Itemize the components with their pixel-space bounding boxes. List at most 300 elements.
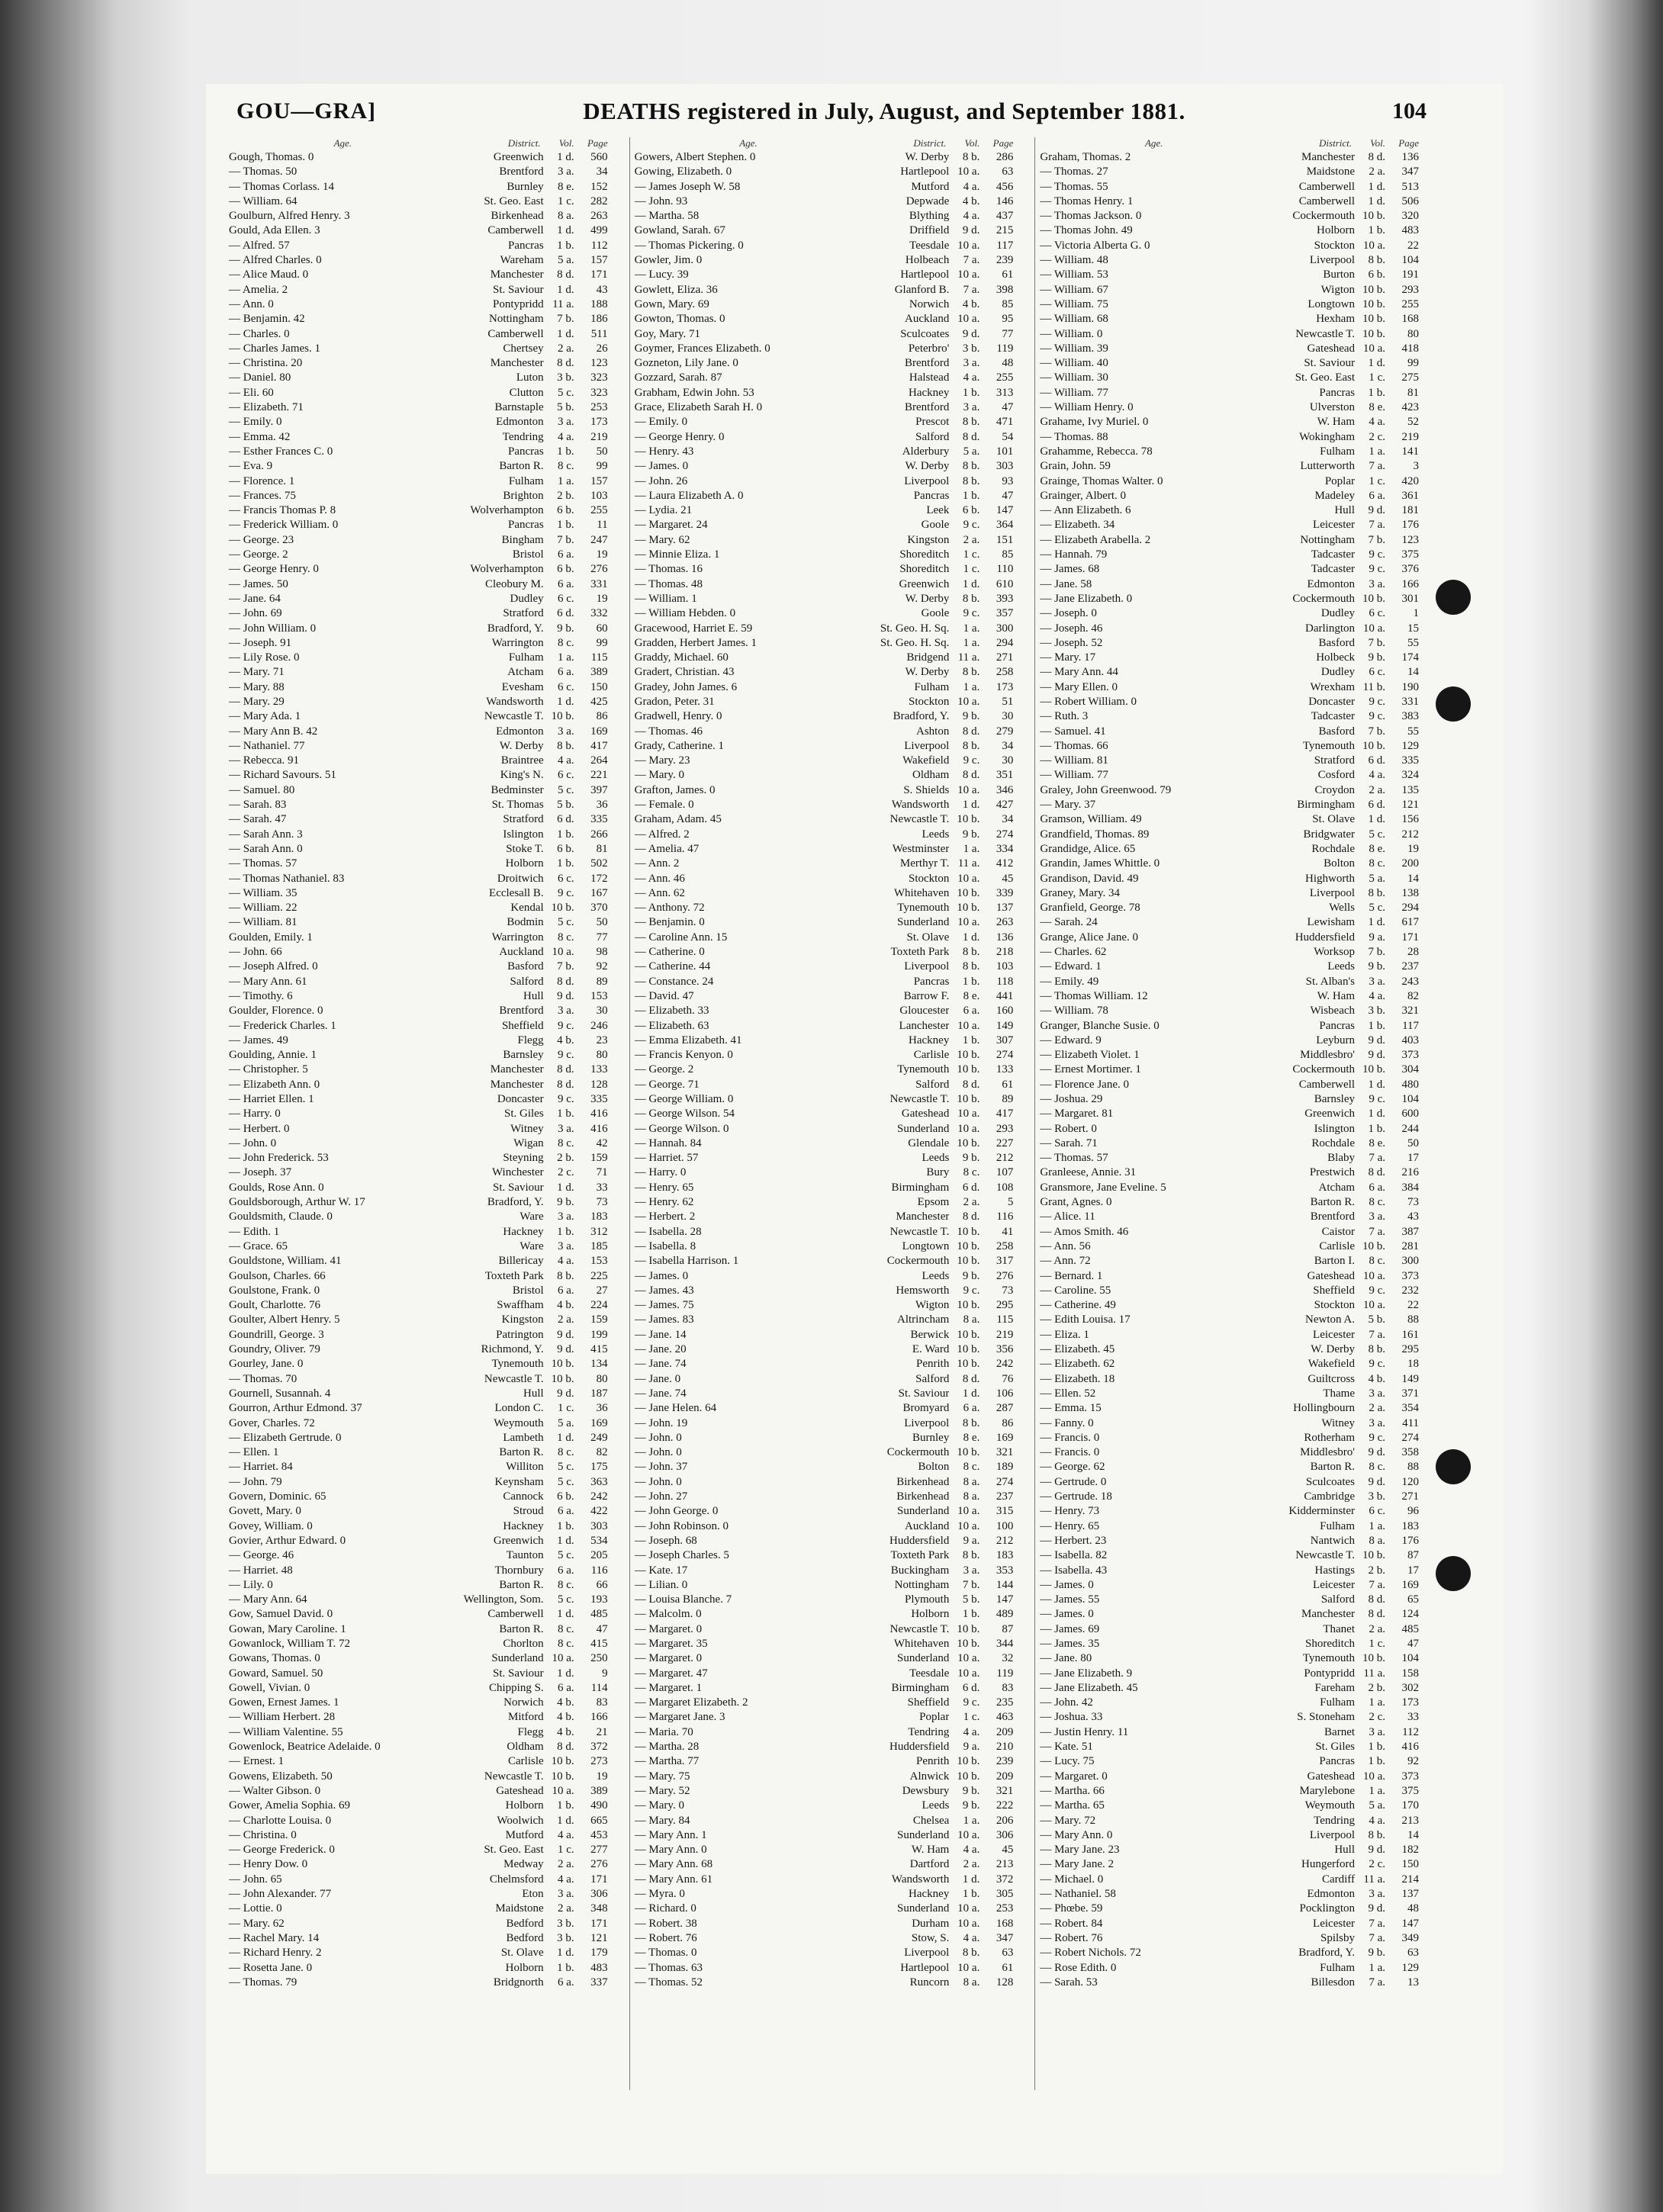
entry-page: 17 bbox=[1407, 1564, 1420, 1577]
register-entry bbox=[1040, 1976, 1419, 1991]
entry-district: Fulham bbox=[1320, 1961, 1356, 1974]
entry-page: 115 bbox=[590, 651, 608, 664]
register-entry bbox=[635, 1962, 1014, 1976]
entry-page: 51 bbox=[1002, 695, 1014, 708]
register-entry bbox=[1040, 637, 1419, 651]
entry-name: Grahamme, Rebecca. 78 bbox=[1040, 445, 1153, 458]
entry-name: — William. 68 bbox=[1040, 313, 1108, 326]
entry-page: 239 bbox=[996, 254, 1014, 267]
entry-page: 335 bbox=[1401, 754, 1420, 767]
entry-page: 218 bbox=[996, 946, 1014, 959]
entry-volume: 1 d. bbox=[962, 799, 980, 812]
entry-page: 175 bbox=[590, 1461, 608, 1474]
entry-name: — Laura Elizabeth A. 0 bbox=[634, 489, 744, 502]
entry-volume: 7 a. bbox=[1369, 460, 1386, 473]
entry-district: Tynemouth bbox=[491, 1358, 544, 1371]
entry-volume: 9 b. bbox=[962, 1784, 980, 1797]
entry-volume: 9 d. bbox=[1368, 1446, 1386, 1459]
entry-district: Tynemouth bbox=[1302, 739, 1356, 752]
register-entry bbox=[635, 342, 1014, 357]
entry-page: 17 bbox=[1407, 1152, 1420, 1165]
entry-page: 76 bbox=[1002, 1372, 1014, 1385]
entry-page: 485 bbox=[1401, 1622, 1420, 1635]
entry-volume: 8 b. bbox=[962, 474, 980, 487]
entry-volume: 8 d. bbox=[557, 268, 574, 281]
entry-district: Sunderland bbox=[897, 1902, 950, 1915]
entry-district: Barton R. bbox=[499, 1446, 544, 1459]
register-entry bbox=[229, 1284, 608, 1299]
entry-page: 179 bbox=[590, 1947, 608, 1960]
entry-volume: 7 a. bbox=[1369, 1225, 1386, 1238]
page-header-label: Page bbox=[992, 137, 1014, 149]
entry-name: — Jane. 0 bbox=[634, 1372, 681, 1385]
register-entry bbox=[635, 1020, 1014, 1034]
entry-name: Grandidge, Alice. 65 bbox=[1040, 842, 1136, 855]
entry-name: — George William. 0 bbox=[634, 1093, 734, 1105]
entry-page: 23 bbox=[596, 1034, 608, 1047]
entry-name: — Mary Ada. 1 bbox=[229, 710, 301, 723]
binder-hole bbox=[1436, 580, 1471, 615]
entry-district: Holborn bbox=[1317, 224, 1356, 237]
entry-district: S. Shields bbox=[903, 783, 950, 796]
entry-page: 61 bbox=[1002, 1078, 1014, 1091]
entry-volume: 10 b. bbox=[957, 1446, 980, 1459]
entry-name: — Mary Ann. 68 bbox=[634, 1858, 713, 1871]
entry-name: — Mary. 29 bbox=[229, 695, 285, 708]
register-entry bbox=[1040, 445, 1419, 460]
entry-name: — Emma. 42 bbox=[229, 430, 291, 443]
entry-district: Taunton bbox=[506, 1549, 544, 1562]
entry-volume: 1 d. bbox=[557, 1534, 574, 1547]
register-entry bbox=[229, 240, 608, 254]
entry-name: Goward, Samuel. 50 bbox=[229, 1667, 323, 1680]
entry-district: Birmingham bbox=[891, 1181, 950, 1194]
entry-page: 48 bbox=[1407, 1902, 1420, 1915]
entry-volume: 3 b. bbox=[1368, 1490, 1386, 1503]
entry-page: 153 bbox=[590, 989, 608, 1002]
entry-volume: 1 b. bbox=[557, 857, 574, 870]
entry-volume: 1 b. bbox=[557, 519, 574, 532]
entry-page: 43 bbox=[1407, 1210, 1420, 1223]
entry-name: Gowton, Thomas. 0 bbox=[634, 313, 725, 326]
entry-name: — Elizabeth Violet. 1 bbox=[1040, 1049, 1140, 1062]
entry-name: — Catherine. 0 bbox=[634, 946, 705, 959]
entry-district: Leicester bbox=[1313, 1578, 1356, 1591]
entry-page: 30 bbox=[1002, 754, 1014, 767]
entry-district: St. Saviour bbox=[492, 283, 544, 296]
entry-page: 560 bbox=[590, 151, 608, 163]
entry-district: Carlisle bbox=[1319, 1239, 1356, 1252]
register-entry bbox=[1040, 534, 1419, 548]
entry-page: 274 bbox=[1401, 1431, 1420, 1444]
entry-page: 276 bbox=[590, 1858, 608, 1871]
entry-name: Gow, Samuel David. 0 bbox=[229, 1608, 333, 1621]
entry-district: Wareham bbox=[500, 254, 544, 267]
register-entry bbox=[1040, 1785, 1419, 1799]
entry-volume: 10 b. bbox=[957, 1637, 980, 1650]
entry-district: Bedminster bbox=[491, 783, 544, 796]
entry-volume: 3 a. bbox=[1369, 577, 1386, 590]
entry-district: Hastings bbox=[1314, 1564, 1356, 1577]
register-entry bbox=[1040, 1696, 1419, 1711]
entry-page: 73 bbox=[1407, 1196, 1420, 1209]
entry-district: Liverpool bbox=[1309, 254, 1356, 267]
entry-district: Tynemouth bbox=[1302, 1652, 1356, 1665]
entry-district: Stratford bbox=[503, 607, 544, 620]
entry-district: Barton I. bbox=[1314, 1255, 1356, 1268]
entry-name: — William. 30 bbox=[1040, 371, 1108, 384]
entry-page: 266 bbox=[590, 828, 608, 841]
entry-district: Dudley bbox=[1320, 666, 1356, 679]
entry-district: Fareham bbox=[1314, 1681, 1356, 1694]
register-entry bbox=[229, 651, 608, 666]
entry-district: Carlisle bbox=[913, 1049, 950, 1062]
entry-page: 114 bbox=[590, 1681, 608, 1694]
register-entry bbox=[1040, 1417, 1419, 1432]
entry-page: 119 bbox=[996, 342, 1014, 355]
register-entry bbox=[635, 1329, 1014, 1343]
entry-district: Cockermouth bbox=[1292, 210, 1356, 223]
entry-page: 347 bbox=[996, 1931, 1014, 1944]
entry-volume: 10 b. bbox=[957, 1770, 980, 1783]
entry-name: Granfield, George. 78 bbox=[1040, 902, 1140, 915]
entry-volume: 6 a. bbox=[558, 1681, 574, 1694]
entry-volume: 10 a. bbox=[957, 239, 980, 252]
entry-volume: 9 b. bbox=[557, 1196, 574, 1209]
entry-district: Salford bbox=[915, 1078, 950, 1091]
entry-volume: 4 b. bbox=[557, 1711, 574, 1724]
entry-page: 121 bbox=[590, 1931, 608, 1944]
entry-name: — Emily. 49 bbox=[1040, 975, 1099, 988]
entry-district: Brentford bbox=[499, 166, 544, 178]
register-entry bbox=[229, 268, 608, 283]
entry-name: — Thomas Nathaniel. 83 bbox=[229, 872, 345, 885]
entry-page: 54 bbox=[1002, 430, 1014, 443]
entry-district: Sunderland bbox=[897, 916, 950, 929]
entry-name: — James. 0 bbox=[1040, 1608, 1094, 1621]
entry-page: 356 bbox=[996, 1343, 1014, 1356]
entry-volume: 4 a. bbox=[963, 180, 980, 193]
entry-page: 45 bbox=[1002, 1844, 1014, 1857]
entry-page: 277 bbox=[590, 1844, 608, 1857]
entry-district: Nottingham bbox=[489, 313, 544, 326]
entry-name: — Emily. 0 bbox=[229, 416, 282, 429]
entry-district: Sunderland bbox=[491, 1652, 544, 1665]
entry-page: 189 bbox=[996, 1461, 1014, 1474]
entry-district: Maidstone bbox=[495, 1902, 544, 1915]
entry-volume: 8 d. bbox=[962, 725, 980, 738]
register-entry bbox=[229, 460, 608, 474]
register-entry bbox=[635, 607, 1014, 622]
entry-volume: 1 d. bbox=[962, 577, 980, 590]
entry-page: 66 bbox=[596, 1578, 608, 1591]
entry-name: — Harriet. 48 bbox=[229, 1564, 293, 1577]
entry-volume: 8 b. bbox=[1368, 886, 1386, 899]
entry-page: 480 bbox=[1401, 1078, 1420, 1091]
entry-district: Sunderland bbox=[897, 1505, 950, 1518]
entry-volume: 8 c. bbox=[558, 1446, 574, 1459]
entry-district: Gateshead bbox=[496, 1784, 544, 1797]
entry-page: 18 bbox=[1407, 1358, 1420, 1371]
entry-name: Graddy, Michael. 60 bbox=[634, 651, 729, 664]
register-entry bbox=[229, 298, 608, 313]
entry-district: Brighton bbox=[503, 489, 544, 502]
register-entry bbox=[1040, 1049, 1419, 1063]
entry-page: 242 bbox=[590, 1490, 608, 1503]
register-entry bbox=[1040, 960, 1419, 975]
entry-name: — John Robinson. 0 bbox=[634, 1519, 729, 1532]
entry-page: 274 bbox=[996, 1475, 1014, 1488]
entry-page: 375 bbox=[1401, 548, 1420, 561]
register-entry bbox=[1040, 1505, 1419, 1519]
entry-name: — Henry. 65 bbox=[634, 1181, 694, 1194]
register-entry bbox=[1040, 328, 1419, 342]
entry-district: Cockermouth bbox=[886, 1446, 950, 1459]
entry-district: Ecclesall B. bbox=[489, 886, 544, 899]
entry-district: Leeds bbox=[922, 1269, 950, 1282]
entry-page: 129 bbox=[1401, 739, 1420, 752]
entry-district: Holborn bbox=[505, 857, 544, 870]
entry-district: Billericay bbox=[498, 1255, 544, 1268]
entry-volume: 9 c. bbox=[558, 1093, 574, 1105]
entry-name: — Ann Elizabeth. 6 bbox=[1040, 504, 1131, 517]
register-entry bbox=[1040, 578, 1419, 593]
entry-volume: 8 c. bbox=[1369, 1196, 1386, 1209]
register-entry bbox=[229, 548, 608, 563]
entry-name: — Margaret. 47 bbox=[634, 1667, 708, 1680]
register-entry bbox=[1040, 1799, 1419, 1814]
entry-district: Brentford bbox=[499, 1005, 544, 1018]
register-entry bbox=[229, 166, 608, 180]
entry-district: Alderbury bbox=[902, 445, 950, 458]
entry-volume: 8 b. bbox=[1368, 1828, 1386, 1841]
register-entry bbox=[635, 1373, 1014, 1387]
entry-district: Hartlepool bbox=[900, 166, 950, 178]
entry-name: — Charles. 62 bbox=[1040, 946, 1107, 959]
entry-volume: 1 c. bbox=[1369, 1637, 1386, 1650]
entry-district: Liverpool bbox=[904, 960, 950, 973]
register-entry bbox=[229, 1034, 608, 1049]
register-entry bbox=[635, 976, 1014, 990]
entry-name: — Joshua. 29 bbox=[1040, 1093, 1103, 1105]
register-entry bbox=[635, 1226, 1014, 1240]
entry-name: — George Frederick. 0 bbox=[229, 1844, 335, 1857]
entry-name: — Alice Maud. 0 bbox=[229, 268, 309, 281]
register-entry bbox=[1040, 357, 1419, 371]
register-entry bbox=[635, 1520, 1014, 1535]
entry-district: Alnwick bbox=[909, 1770, 950, 1783]
entry-volume: 4 b. bbox=[962, 297, 980, 310]
entry-district: Dudley bbox=[1320, 607, 1356, 620]
entry-name: — Henry. 62 bbox=[634, 1196, 694, 1209]
entry-district: Pancras bbox=[1319, 386, 1356, 399]
register-entry bbox=[1040, 1210, 1419, 1225]
entry-district: Tendring bbox=[908, 1725, 950, 1738]
entry-name: — Constance. 24 bbox=[634, 975, 714, 988]
entry-page: 55 bbox=[1407, 725, 1420, 738]
index-range: GOU—GRA] bbox=[236, 98, 376, 124]
register-entry bbox=[229, 946, 608, 960]
register-entry bbox=[635, 1815, 1014, 1829]
register-entry bbox=[635, 1299, 1014, 1313]
entry-page: 237 bbox=[1401, 960, 1420, 973]
entry-page: 89 bbox=[596, 975, 608, 988]
register-entry bbox=[635, 754, 1014, 769]
register-entry bbox=[229, 740, 608, 754]
entry-name: — William. 77 bbox=[1040, 386, 1108, 399]
entry-volume: 10 b. bbox=[957, 813, 980, 826]
entry-page: 85 bbox=[1002, 297, 1014, 310]
entry-name: Gournell, Susannah. 4 bbox=[229, 1387, 331, 1400]
entry-name: — Elizabeth. 18 bbox=[1040, 1372, 1115, 1385]
entry-page: 181 bbox=[1401, 504, 1420, 517]
register-entry bbox=[229, 1815, 608, 1829]
entry-page: 87 bbox=[1002, 1622, 1014, 1635]
entry-district: Depwade bbox=[905, 195, 950, 207]
entry-volume: 9 c. bbox=[963, 607, 980, 620]
entry-name: — Samuel. 41 bbox=[1040, 725, 1106, 738]
register-entry bbox=[1040, 1063, 1419, 1078]
entry-volume: 10 a. bbox=[552, 1784, 574, 1797]
entry-page: 315 bbox=[996, 1505, 1014, 1518]
register-entry bbox=[1040, 916, 1419, 931]
entry-volume: 8 c. bbox=[558, 931, 574, 944]
entry-district: Sculcoates bbox=[1305, 1475, 1356, 1488]
entry-name: Grainge, Thomas Walter. 0 bbox=[1040, 474, 1163, 487]
entry-volume: 8 c. bbox=[1369, 1461, 1386, 1474]
entry-district: Witney bbox=[510, 1122, 544, 1135]
entry-page: 244 bbox=[1401, 1122, 1420, 1135]
entry-name: Goulding, Annie. 1 bbox=[229, 1049, 317, 1062]
register-entry bbox=[1040, 313, 1419, 327]
entry-district: Hemsworth bbox=[896, 1284, 950, 1297]
entry-list bbox=[635, 151, 1014, 1991]
entry-name: — Herbert. 2 bbox=[634, 1210, 696, 1223]
entry-page: 45 bbox=[1002, 872, 1014, 885]
register-entry bbox=[635, 799, 1014, 813]
entry-name: — Edward. 1 bbox=[1040, 960, 1102, 973]
register-entry bbox=[635, 828, 1014, 843]
entry-name: — Martha. 58 bbox=[634, 210, 700, 223]
entry-page: 171 bbox=[590, 1917, 608, 1930]
entry-volume: 6 c. bbox=[1369, 666, 1386, 679]
entry-page: 427 bbox=[996, 799, 1014, 812]
entry-district: London C. bbox=[494, 1402, 544, 1415]
entry-page: 128 bbox=[590, 1078, 608, 1091]
entry-district: Bolton bbox=[1324, 857, 1356, 870]
entry-volume: 3 a. bbox=[1369, 975, 1386, 988]
entry-page: 281 bbox=[1401, 1239, 1420, 1252]
entry-volume: 6 a. bbox=[1369, 1181, 1386, 1194]
entry-name: — James. 50 bbox=[229, 577, 288, 590]
register-column-3 bbox=[1034, 137, 1419, 2090]
entry-name: — James. 0 bbox=[634, 1269, 689, 1282]
entry-name: — Benjamin. 42 bbox=[229, 313, 305, 326]
register-entry bbox=[635, 254, 1014, 268]
entry-name: Goult, Charlotte. 76 bbox=[229, 1299, 320, 1312]
entry-volume: 3 a. bbox=[558, 416, 574, 429]
entry-volume: 10 a. bbox=[1362, 622, 1386, 635]
entry-district: Pontypridd bbox=[492, 297, 544, 310]
entry-volume: 5 b. bbox=[557, 401, 574, 414]
register-entry bbox=[229, 1741, 608, 1755]
entry-district: Stockton bbox=[1314, 1299, 1356, 1312]
register-entry bbox=[635, 490, 1014, 504]
entry-page: 306 bbox=[590, 1888, 608, 1901]
entry-volume: 7 b. bbox=[1368, 946, 1386, 959]
entry-volume: 6 a. bbox=[558, 666, 574, 679]
entry-page: 19 bbox=[1407, 842, 1420, 855]
register-entry bbox=[229, 1623, 608, 1638]
entry-page: 294 bbox=[996, 636, 1014, 649]
register-entry bbox=[229, 990, 608, 1005]
register-entry bbox=[635, 1638, 1014, 1652]
register-entry bbox=[1040, 651, 1419, 666]
register-entry bbox=[1040, 298, 1419, 313]
entry-district: Birkenhead bbox=[896, 1475, 950, 1488]
entry-page: 219 bbox=[1401, 430, 1420, 443]
entry-district: Penrith bbox=[916, 1755, 950, 1768]
entry-page: 502 bbox=[590, 857, 608, 870]
entry-name: — Joseph Charles. 5 bbox=[634, 1549, 729, 1562]
entry-page: 420 bbox=[1401, 474, 1420, 487]
entry-page: 183 bbox=[996, 1549, 1014, 1562]
entry-district: Wells bbox=[1329, 902, 1356, 915]
register-entry bbox=[229, 754, 608, 769]
entry-volume: 8 b. bbox=[962, 1947, 980, 1960]
entry-district: Cockermouth bbox=[1292, 592, 1356, 605]
entry-district: Westminster bbox=[892, 842, 950, 855]
entry-page: 348 bbox=[590, 1902, 608, 1915]
entry-district: Leyburn bbox=[1316, 1034, 1356, 1047]
entry-page: 13 bbox=[1407, 1976, 1420, 1989]
register-entry bbox=[635, 843, 1014, 857]
register-entry bbox=[229, 1696, 608, 1711]
entry-page: 303 bbox=[590, 1519, 608, 1532]
entry-name: Grabham, Edwin John. 53 bbox=[634, 386, 754, 399]
register-entry bbox=[229, 725, 608, 740]
register-entry bbox=[229, 1785, 608, 1799]
entry-volume: 10 a. bbox=[957, 1505, 980, 1518]
entry-volume: 7 a. bbox=[1369, 1931, 1386, 1944]
register-entry bbox=[1040, 1726, 1419, 1741]
entry-name: — Nathaniel. 77 bbox=[229, 739, 305, 752]
entry-district: Stow, S. bbox=[911, 1931, 950, 1944]
register-entry bbox=[229, 769, 608, 783]
entry-district: Hackney bbox=[909, 386, 950, 399]
register-entry bbox=[1040, 1196, 1419, 1210]
register-entry bbox=[1040, 1520, 1419, 1535]
column-header bbox=[1040, 137, 1419, 151]
entry-page: 33 bbox=[1407, 1711, 1420, 1724]
entry-page: 358 bbox=[1401, 1446, 1420, 1459]
entry-page: 185 bbox=[590, 1239, 608, 1252]
register-entry bbox=[1040, 990, 1419, 1005]
register-entry bbox=[635, 387, 1014, 401]
entry-name: — Joshua. 33 bbox=[1040, 1711, 1103, 1724]
entry-district: Halstead bbox=[909, 371, 950, 384]
entry-page: 147 bbox=[996, 504, 1014, 517]
entry-district: Wolverhampton bbox=[470, 504, 544, 517]
register-entry bbox=[1040, 1329, 1419, 1343]
entry-volume: 2 c. bbox=[558, 1166, 574, 1179]
entry-volume: 2 a. bbox=[1369, 1402, 1386, 1415]
entry-page: 347 bbox=[1401, 166, 1420, 178]
entry-volume: 9 d. bbox=[1368, 1902, 1386, 1915]
entry-district: Dewsbury bbox=[902, 1784, 950, 1797]
register-entry bbox=[1040, 1313, 1419, 1328]
entry-page: 274 bbox=[996, 828, 1014, 841]
